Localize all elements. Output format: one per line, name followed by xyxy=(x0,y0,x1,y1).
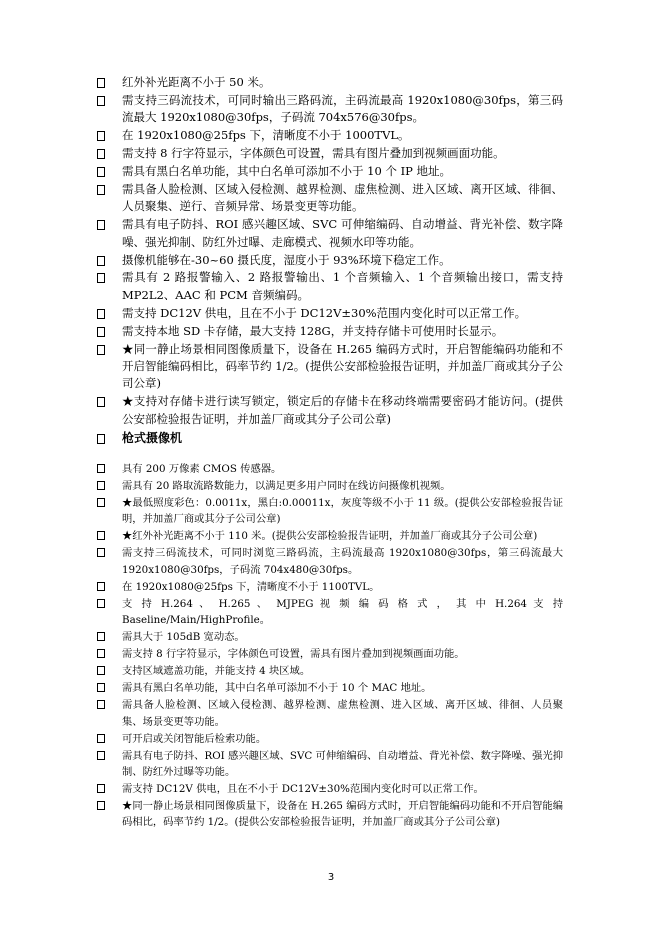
checkbox-glyph-icon xyxy=(97,481,105,490)
checkbox-glyph-icon xyxy=(97,784,105,793)
list-item: 需具有 2 路报警输入、2 路报警输出、1 个音频输入、1 个音频输出接口，需支持 MP2L2、AAC 和 PCM 音频编码。 xyxy=(97,269,563,304)
list-item: 红外补光距离不小于 50 米。 xyxy=(97,74,563,91)
list-item: 需具有电子防抖、ROI 感兴趣区域、SVC 可伸缩编码、自动增益、背光补偿、数字降噪、强光抑制、防红外过曝、走廊模式、视频水印等功能。 xyxy=(97,216,563,251)
checkbox-glyph-icon xyxy=(97,185,105,195)
list-item: 需具有 20 路取流路数能力，以满足更多用户同时在线访问摄像机视频。 xyxy=(97,478,563,494)
checkbox-glyph-icon xyxy=(97,256,105,266)
checkbox-glyph-icon xyxy=(97,149,105,159)
list-item: ★最低照度彩色：0.0011x，黑白:0.00011x，灰度等级不小于 11 级。(提供公安部检验报告证明，并加盖厂商或其分子公司公章) xyxy=(97,495,563,528)
list-item: 具有 200 万像素 CMOS 传感器。 xyxy=(97,461,563,477)
list-item: 需支持三码流技术，可同时浏览三路码流，主码流最高 1920x1080@30fps，第三码流最大 1920x1080@30fps，子码流 704x480@30fps。 xyxy=(97,545,563,578)
checkbox-glyph-icon xyxy=(97,397,105,407)
section-title: 枪式摄像机 xyxy=(122,431,183,445)
checkbox-glyph-icon xyxy=(97,649,105,658)
checkbox-glyph-icon xyxy=(97,220,105,230)
checkbox-glyph-icon xyxy=(97,345,105,355)
list-item: ★同一静止场景相同图像质量下，设备在 H.265 编码方式时，开启智能编码功能和不开启智能编码相比，码率节约 1/2。(提供公安部检验报告证明，并加盖厂商或其分子公司公章) xyxy=(97,341,563,393)
checkbox-glyph-icon xyxy=(97,498,105,507)
list-item: ★同一静止场景相同图像质量下，设备在 H.265 编码方式时，开启智能编码功能和不开启智能编码相比，码率节约 1/2。(提供公安部检验报告证明，并加盖厂商或其分子公司公章) xyxy=(97,798,563,831)
list-item: 需具备人脸检测、区域入侵检测、越界检测、虚焦检测、进入区域、离开区域、徘徊、人员聚集、场景变更等功能。 xyxy=(97,697,563,730)
checkbox-glyph-icon xyxy=(97,167,105,177)
checkbox-glyph-icon xyxy=(97,309,105,319)
list-item: 需支持 8 行字符显示，字体颜色可设置，需具有图片叠加到视频画面功能。 xyxy=(97,646,563,662)
checkbox-glyph-icon xyxy=(97,683,105,692)
checkbox-glyph-icon xyxy=(97,632,105,641)
checkbox-glyph-icon xyxy=(97,531,105,540)
checkbox-glyph-icon xyxy=(97,700,105,709)
list-item: ★红外补光距离不小于 110 米。(提供公安部检验报告证明，并加盖厂商或其分子公司公章) xyxy=(97,528,563,544)
list-item: 需支持 DC12V 供电，且在不小于 DC12V±30%范围内变化时可以正常工作。 xyxy=(97,781,563,797)
list-item: 支 持 H.264 、 H.265 、 MJPEG 视 频 编 码 格 式 ， 其 中 H.264 支 持 Baseline/Main/HighProfile。 xyxy=(97,596,563,629)
list-item: 在 1920x1080@25fps 下，清晰度不小于 1000TVL。 xyxy=(97,127,563,144)
list-item: 需支持 8 行字符显示，字体颜色可设置，需具有图片叠加到视频画面功能。 xyxy=(97,145,563,162)
spec-list-dome-camera xyxy=(97,74,563,429)
checkbox-glyph-icon xyxy=(97,734,105,743)
list-item: 需支持本地 SD 卡存储，最大支持 128G，并支持存储卡可使用时长显示。 xyxy=(97,323,563,340)
section-heading xyxy=(97,430,563,447)
checkbox-glyph-icon xyxy=(97,548,105,557)
checkbox-glyph-icon xyxy=(97,434,105,444)
checkbox-glyph-icon xyxy=(97,78,105,88)
list-item: 在 1920x1080@25fps 下，清晰度不小于 1100TVL。 xyxy=(97,579,563,595)
list-item: 支持区域遮盖功能，并能支持 4 块区域。 xyxy=(97,663,563,679)
spec-list-bullet-camera xyxy=(97,461,563,831)
list-item: 需具有黑白名单功能，其中白名单可添加不小于 10 个 MAC 地址。 xyxy=(97,680,563,696)
list-item: 需具大于 105dB 宽动态。 xyxy=(97,629,563,645)
list-item: ★支持对存储卡进行读写锁定，锁定后的存储卡在移动终端需要密码才能访问。(提供公安部检验报告证明，并加盖厂商或其分子公司公章) xyxy=(97,393,563,428)
list-item: 摄像机能够在-30~60 摄氏度，湿度小于 93%环境下稳定工作。 xyxy=(97,252,563,269)
checkbox-glyph-icon xyxy=(97,96,105,106)
checkbox-glyph-icon xyxy=(97,666,105,675)
list-item: 可开启或关闭智能后检索功能。 xyxy=(97,731,563,747)
page-number: 3 xyxy=(327,872,335,883)
list-item: 需支持 DC12V 供电，且在不小于 DC12V±30%范围内变化时可以正常工作。 xyxy=(97,305,563,322)
list-item: 需具备人脸检测、区域入侵检测、越界检测、虚焦检测、进入区域、离开区域、徘徊、人员聚集、逆行、音频异常、场景变更等功能。 xyxy=(97,181,563,216)
checkbox-glyph-icon xyxy=(97,464,105,473)
checkbox-glyph-icon xyxy=(97,751,105,760)
checkbox-glyph-icon xyxy=(97,273,105,283)
list-item: 需具有电子防抖、ROI 感兴趣区域、SVC 可伸缩编码、自动增益、背光补偿、数字降噪、强光抑制、防红外过曝等功能。 xyxy=(97,748,563,781)
list-item: 需具有黑白名单功能，其中白名单可添加不小于 10 个 IP 地址。 xyxy=(97,163,563,180)
checkbox-glyph-icon xyxy=(97,599,105,608)
checkbox-glyph-icon xyxy=(97,327,105,337)
list-item: 需支持三码流技术，可同时输出三路码流，主码流最高 1920x1080@30fps，第三码流最大 1920x1080@30fps，子码流 704x576@30fps。 xyxy=(97,92,563,127)
checkbox-glyph-icon xyxy=(97,801,105,810)
checkbox-glyph-icon xyxy=(97,131,105,141)
checkbox-glyph-icon xyxy=(97,582,105,591)
